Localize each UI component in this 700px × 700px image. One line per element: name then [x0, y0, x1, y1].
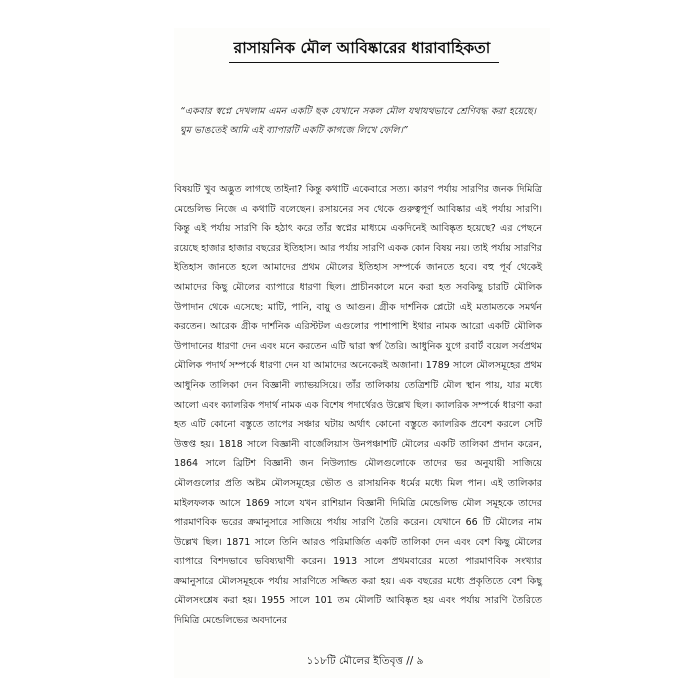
page-footer: ১১৮টি মৌলের ইতিবৃত্ত // ৯	[306, 655, 424, 667]
title-underline	[229, 62, 499, 63]
body-paragraph: বিষয়টি খুব অদ্ভুত লাগছে তাইনা? কিন্তু কথাটি একেবারে সত্য। কারণ পর্যায় সারণির জনক দিমিত্রি মেন্ডেলিভ নিজে এ কথাটি বলেছেন। রসায়নের সব থেকে গুরুত্বপূর্ণ আবিষ্কার এই পর্যায় সারণি। কিন্তু এই পর্যায় সারণি কি হঠাৎ করে তাঁর স্বপ্নের মাধ্যমে একদিনেই আবিষ্কৃত হয়েছে? এর পেছনে রয়েছে হাজার হাজার বছরের ইতিহাস। আর পর্যায় সারণি একক কোন বিষয় নয়। তাই পর্যায় সারণির ইতিহাস জানতে হলে আমাদের প্রথম মৌলের ইতিহাস সম্পর্কে জানতে হবে। বহু পূর্ব থেকেই আমাদের কিছু মৌলের ব্যাপারে ধারণা ছিল। প্রাচীনকালে মনে করা হত সবকিছু চারটি মৌলিক উপাদান থেকে এসেছে: মাটি, পানি, বায়ু ও আগুন। গ্রীক দার্শনিক প্লেটো এই মতামতকে সমর্থন করতেন। আরেক গ্রীক দার্শনিক এরিস্টটল এগুলোর পাশাপাশি ইথার নামক আরো একটি মৌলিক উপাদানের ধারণা দেন এবং মনে করতেন এটি দ্বারা স্বর্গ তৈরি। আধুনিক যুগে রবার্ট বয়েল সর্বপ্রথম মৌলিক পদার্থ সম্পর্কে ধারণা দেন যা আমাদের অনেকেরই অজানা। 1789 সালে মৌলসমূহের প্রথম আধুনিক তালিকা দেন বিজ্ঞানী ল্যাভয়সিয়ে। তাঁর তালিকায় তেত্রিশটি মৌল স্থান পায়, যার মধ্যে আলো এবং ক্যালরিক পদার্থ নামক এক বিশেষ পদার্থেরও উল্লেখ ছিল। ক্যালরিক সম্পর্কে ধারণা করা হত এটি কোনো বস্তুতে তাপের সঞ্চার ঘটায় অর্থাৎ কোনো বস্তুতে ক্যালরিক প্রবেশ করলে সেটি উত্তপ্ত হয়। 1818 সালে বিজ্ঞানী বার্জেলিয়াস উনপঞ্চাশটি মৌলের একটি তালিকা প্রদান করেন, 1864 সালে ব্রিটিশ বিজ্ঞানী জন নিউল্যান্ড মৌলগুলোকে তাদের ভর অনুযায়ী সাজিয়ে মৌলগুলোর প্রতি অষ্টম মৌলসমূহের ভৌত ও রাসায়নিক ধর্মের মধ্যে মিল পান। এই তালিকার মাইলফলক আসে 1869 সালে যখন রাশিয়ান বিজ্ঞানী দিমিত্রি মেন্ডেলিভ মৌল সমূহকে তাদের পারমাণবিক ভরের ক্রমানুসারে সাজিয়ে পর্যায় সারণি তৈরি করেন। যেখানে 66 টি মৌলের নাম উল্লেখ ছিল। 1871 সালে তিনি আরও পরিমার্জিত একটি তালিকা দেন এবং বেশ কিছু মৌলের ব্যাপারে বিশদভাবে ভবিষ্যদ্বাণী করেন। 1913 সালে প্রথমবারের মতো পারমাণবিক সংখ্যার ক্রমানুসারে মৌলসমূহকে পর্যায় সারণিতে সজ্জিত করা হয়। এক বছরের মধ্যে প্রকৃতিতে বেশ কিছু মৌলসংশ্লেষ করা হয়। 1955 সালে 101 তম মৌলটি আবিষ্কৃত হয় এবং পর্যায় সারণি তৈরিতে দিমিত্রি মেন্ডেলিভের অবদানের	[174, 184, 542, 627]
opening-quote: “একবার স্বপ্নে দেখলাম এমন একটি ছক যেখানে সকল মৌল যথাযথভাবে শ্রেণিবদ্ধ করা হয়েছে। ঘুম ভাঙতেই আমি এই ব্যাপারটি একটি কাগজে লিখে ফেলি।”	[180, 106, 536, 136]
chapter-title: রাসায়নিক মৌল আবিষ্কারের ধারাবাহিকতা	[233, 39, 491, 57]
book-page	[174, 28, 550, 678]
